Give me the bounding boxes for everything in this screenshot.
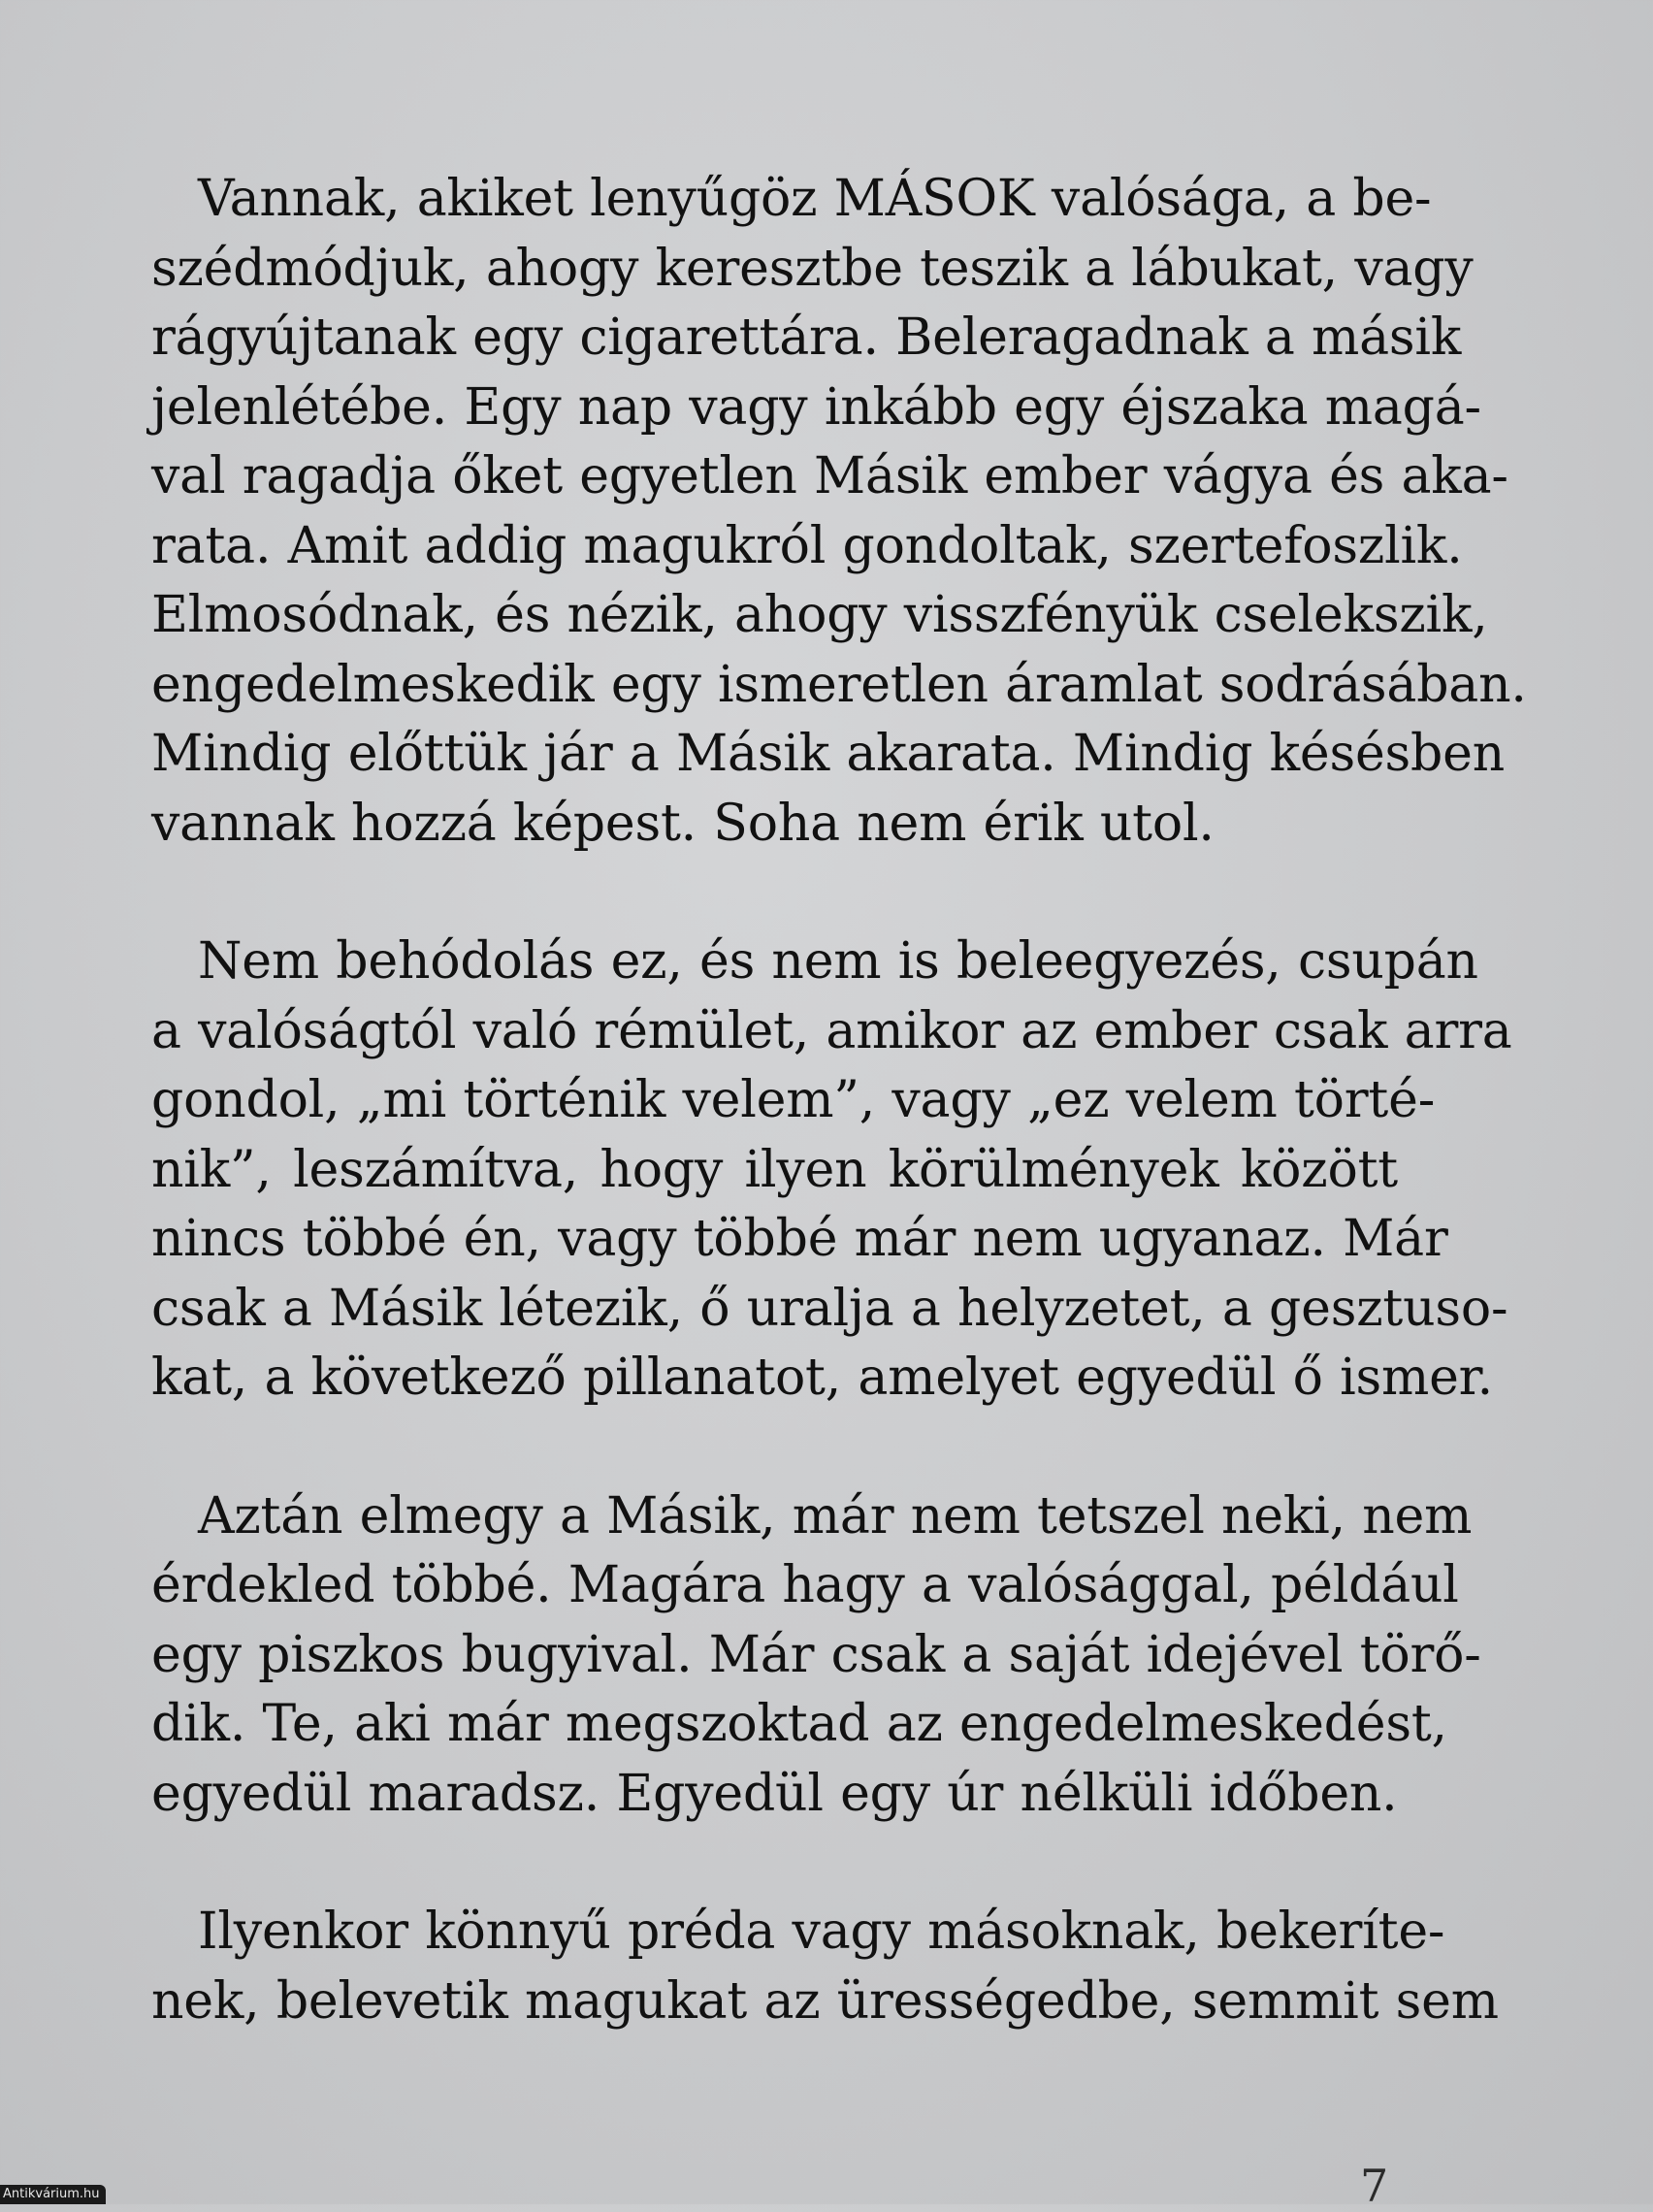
text-line: egyedül maradsz. Egyedül egy úr nélküli időben.	[151, 1764, 1398, 1823]
text-line: rata. Amit addig magukról gondoltak, szertefoszlik.	[151, 516, 1463, 575]
text-line: Aztán elmegy a Másik, már nem tetszel neki, nem	[198, 1486, 1473, 1545]
page-number: 7	[1360, 2160, 1389, 2212]
paragraph	[151, 165, 1527, 859]
text-line: Vannak, akiket lenyűgöz MÁSOK valósága, a be-	[198, 170, 1432, 228]
text-line: a valóságtól való rémület, amikor az ember csak arra	[151, 1001, 1512, 1060]
text-line: Mindig előttük jár a Másik akarata. Mindig késésben	[151, 725, 1505, 783]
text-line: nincs többé én, vagy többé már nem ugyanaz. Már	[151, 1210, 1448, 1268]
paragraph	[151, 927, 1512, 1414]
text-line: gondol, „mi történik velem”, vagy „ez velem törté-	[151, 1071, 1436, 1129]
text-line: nek, belevetik magukat az ürességedbe, semmit sem	[151, 1971, 1499, 2031]
paragraph	[151, 1898, 1499, 2036]
text-line: dik. Te, aki már megszoktad az engedelmeskedést,	[151, 1695, 1447, 1753]
text-line: egy piszkos bugyival. Már csak a saját idejével törő-	[151, 1625, 1481, 1684]
text-line: érdekled többé. Magára hagy a valósággal, például	[151, 1556, 1459, 1614]
text-line: nik”, leszámítva, hogy ilyen körülmények között	[151, 1140, 1398, 1199]
watermark-label: Antikvárium.hu	[0, 2185, 106, 2204]
text-line: rágyújtanak egy cigarettára. Beleragadnak a másik	[151, 309, 1462, 367]
paragraph	[151, 1482, 1481, 1830]
text-line: engedelmeskedik egy ismeretlen áramlat sodrásában.	[151, 655, 1527, 714]
text-line: val ragadja őket egyetlen Másik ember vágya és aka-	[151, 447, 1508, 505]
body-text	[151, 165, 1527, 2105]
text-line: szédmódjuk, ahogy keresztbe teszik a lábukat, vagy	[151, 239, 1474, 298]
text-line: csak a Másik létezik, ő uralja a helyzetet, a gesztuso-	[151, 1279, 1508, 1338]
text-line: Nem behódolás ez, és nem is beleegyezés, csupán	[198, 932, 1478, 991]
text-line: vannak hozzá képest. Soha nem érik utol.	[151, 794, 1215, 853]
text-line: Elmosódnak, és nézik, ahogy visszfényük cselekszik,	[151, 586, 1488, 644]
text-line: kat, a következő pillanatot, amelyet egyedül ő ismer.	[151, 1349, 1493, 1407]
text-line: Ilyenkor könnyű préda vagy másoknak, bekeríte-	[198, 1903, 1445, 1961]
text-line: jelenlétébe. Egy nap vagy inkább egy éjszaka magá-	[151, 377, 1481, 437]
